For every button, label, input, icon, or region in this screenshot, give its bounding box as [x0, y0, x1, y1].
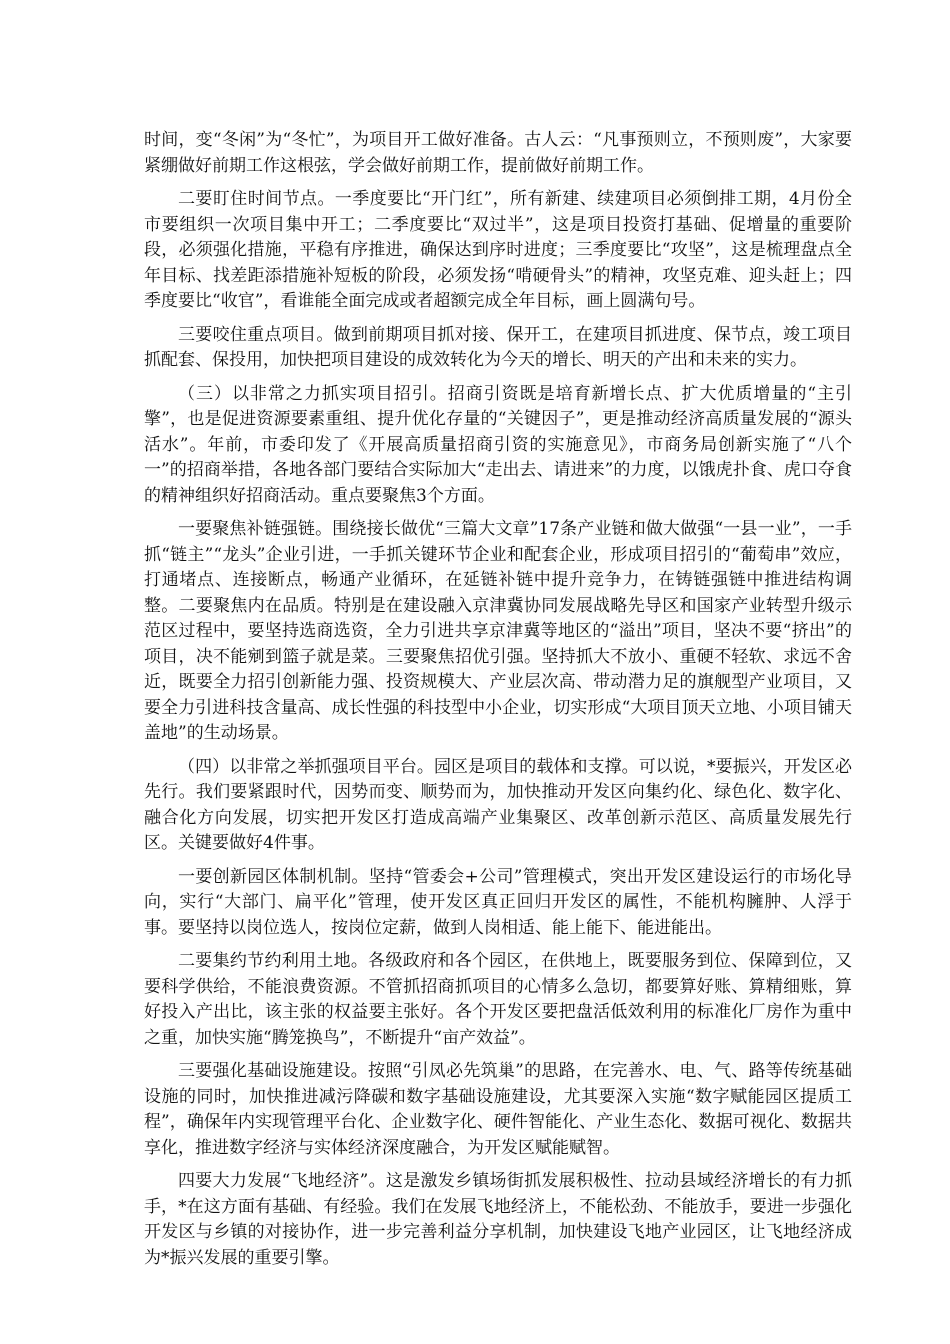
paragraph: 三要咬住重点项目。做到前期项目抓对接、保开工，在建项目抓进度、保节点，竣工项目抓配套、保投用，加快把项目建设的成效转化为今天的增长、明天的产出和未来的实力。: [144, 324, 852, 370]
section-heading-paragraph: （四）以非常之举抓强项目平台。园区是项目的载体和支撑。可以说，*要振兴，开发区必先行。我们要紧跟时代，因势而变、顺势而为，加快推动开发区向集约化、绿色化、数字化、融合化方向发展，切实把开发区打造成高端产业集聚区、改革创新示范区、高质量发展先行区。关键要做好4件事。: [144, 756, 852, 853]
paragraph: 二要集约节约利用土地。各级政府和各个园区，在供地上，既要服务到位、保障到位，又要科学供给，不能浪费资源。不管抓招商抓项目的心情多么急切，都要算好账、算精细账，算好投入产出比，该主张的权益要主张好。各个开发区要把盘活低效利用的标准化厂房作为重中之重，加快实施“腾笼换鸟”，不断提升“亩产效益”。: [144, 951, 852, 1048]
paragraph: 时间，变“冬闲”为“冬忙”，为项目开工做好准备。古人云：“凡事预则立，不预则废”，大家要紧绷做好前期工作这根弦，学会做好前期工作，提前做好前期工作。: [144, 130, 852, 176]
paragraph: 二要盯住时间节点。一季度要比“开门红”，所有新建、续建项目必须倒排工期，4月份全市要组织一次项目集中开工；二季度要比“双过半”，这是项目投资打基础、促增量的重要阶段，必须强化措施，平稳有序推进，确保达到序时进度；三季度要比“攻坚”，这是梳理盘点全年目标、找差距添措施补短板的阶段，必须发扬“啃硬骨头”的精神，攻坚克难、迎头赶上；四季度要比“收官”，看谁能全面完成或者超额完成全年目标，画上圆满句号。: [144, 189, 852, 311]
section-heading-paragraph: （三）以非常之力抓实项目招引。招商引资既是培育新增长点、扩大优质增量的“主引擎”，也是促进资源要素重组、提升优化存量的“关键因子”，更是推动经济高质量发展的“源头活水”。年前，市委印发了《开展高质量招商引资的实施意见》，市商务局创新实施了“八个一”的招商举措，各地各部门要结合实际加大“走出去、请进来”的力度，以饿虎扑食、虎口夺食的精神组织好招商活动。重点要聚焦3个方面。: [144, 383, 852, 506]
paragraph: 一要聚焦补链强链。围绕接长做优“三篇大文章”17条产业链和做大做强“一县一业”，一手抓“链主”“龙头”企业引进，一手抓关键环节企业和配套企业，形成项目招引的“葡萄串”效应，打通堵点、连接断点，畅通产业循环，在延链补链中提升竞争力，在铸链强链中推进结构调整。二要聚焦内在品质。特别是在建设融入京津冀协同发展战略先导区和国家产业转型升级示范区过程中，要坚持选商选资，全力引进共享京津冀等地区的“溢出”项目，坚决不要“挤出”的项目，决不能剜到篮子就是菜。三要聚焦招优引强。坚持抓大不放小、重硬不轻软、求远不舍近，既要全力招引创新能力强、投资规模大、产业层次高、带动潜力足的旗舰型产业项目，又要全力引进科技含量高、成长性强的科技型中小企业，切实形成“大项目顶天立地、小项目铺天盖地”的生动场景。: [144, 519, 852, 743]
paragraph: 一要创新园区体制机制。坚持“管委会+公司”管理模式，突出开发区建设运行的市场化导向，实行“大部门、扁平化”管理，使开发区真正回归开发区的属性，不能机构臃肿、人浮于事。要坚持以岗位选人，按岗位定薪，做到人岗相适、能上能下、能进能出。: [144, 866, 852, 938]
paragraph: 三要强化基础设施建设。按照“引凤必先筑巢”的思路，在完善水、电、气、路等传统基础设施的同时，加快推进减污降碳和数字基础设施建设，尤其要深入实施“数字赋能园区提质工程”，确保年内实现管理平台化、企业数字化、硬件智能化、产业生态化、数据可视化、数据共享化，推进数字经济与实体经济深度融合，为开发区赋能赋智。: [144, 1061, 852, 1158]
paragraph: 四要大力发展“飞地经济”。这是激发乡镇场街抓发展积极性、拉动县域经济增长的有力抓手，*在这方面有基础、有经验。我们在发展飞地经济上，不能松劲、不能放手，要进一步强化开发区与乡镇的对接协作，进一步完善利益分享机制，加快建设飞地产业园区，让飞地经济成为*振兴发展的重要引擎。: [144, 1171, 852, 1268]
document-body: [144, 128, 852, 1279]
